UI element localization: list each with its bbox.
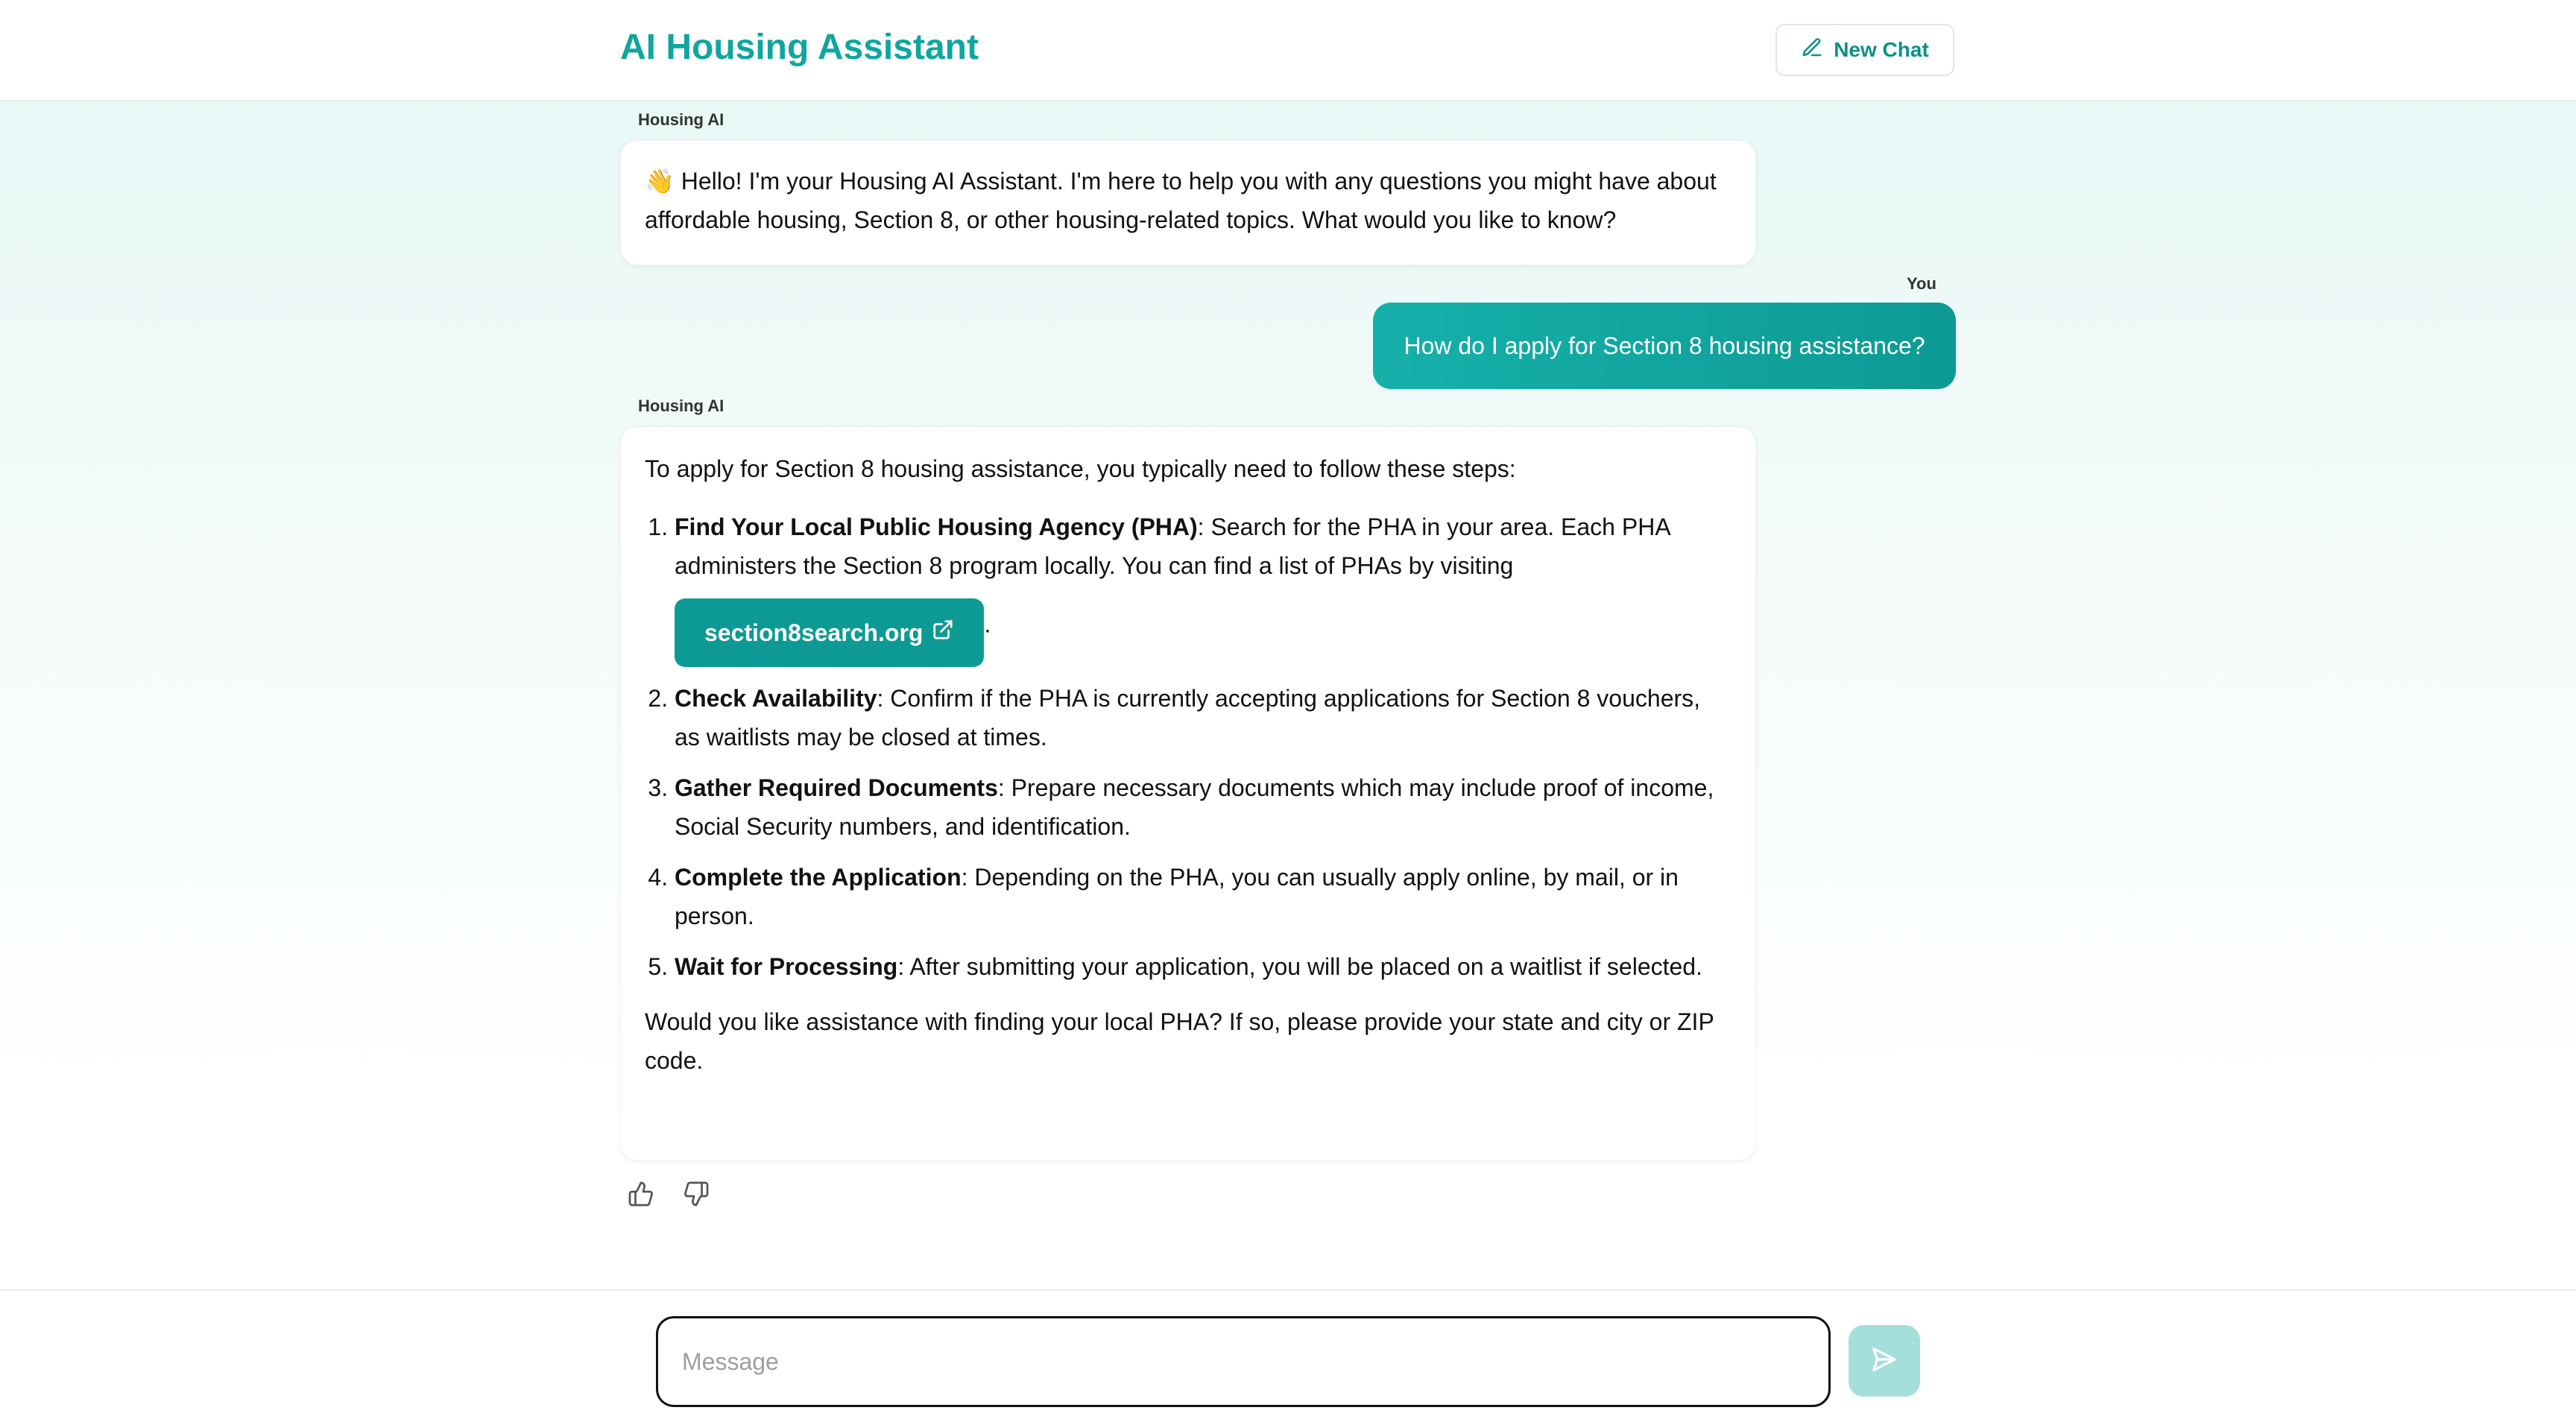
app-header — [0, 0, 2576, 101]
answer-intro: To apply for Section 8 housing assistance, you typically need to follow these steps: — [645, 455, 1516, 482]
sender-label-ai: Housing AI — [638, 396, 724, 415]
step-body: : After submitting your application, you will be placed on a waitlist if selected. — [897, 953, 1702, 980]
step-title: Wait for Processing — [675, 953, 898, 980]
step-title: Check Availability — [675, 685, 877, 712]
send-button[interactable] — [1849, 1325, 1920, 1397]
composer-bar — [0, 1289, 2576, 1419]
feedback-bar — [628, 1181, 710, 1207]
new-chat-button[interactable] — [1775, 24, 1954, 76]
step-suffix: . — [984, 610, 991, 638]
step-body: : Search for the PHA in your area. Each PHA administers the Section 8 program locally. You can find a list of PHAs by visiting — [675, 513, 1670, 579]
list-item — [675, 508, 1731, 667]
external-link-icon — [932, 613, 954, 652]
user-message: How do I apply for Section 8 housing assistance? — [1373, 303, 1956, 389]
thumbs-up-icon[interactable] — [628, 1181, 654, 1207]
link-label: section8search.org — [704, 619, 924, 646]
steps-list — [645, 508, 1731, 986]
step-body: : Confirm if the PHA is currently accepting applications for Section 8 vouchers, as waitlists may be closed at times. — [675, 685, 1701, 750]
ai-message-answer — [620, 426, 1756, 1161]
ai-message-greeting: 👋 Hello! I'm your Housing AI Assistant. I'm here to help you with any questions you might have about affordable housing, Section 8, or other housing-related topics. What would you like to know? — [620, 140, 1756, 265]
step-title: Complete the Application — [675, 864, 962, 891]
list-item — [675, 858, 1731, 935]
answer-closing: Would you like assistance with finding your local PHA? If so, please provide your state and city or ZIP code. — [645, 1008, 1714, 1074]
list-item — [675, 768, 1731, 846]
sender-label-ai: Housing AI — [638, 110, 724, 129]
message-input[interactable] — [656, 1316, 1831, 1407]
step-title: Find Your Local Public Housing Agency (PHA) — [675, 513, 1198, 540]
sender-label-user: You — [1907, 274, 1936, 293]
thumbs-down-icon[interactable] — [683, 1181, 710, 1207]
step-body: : Depending on the PHA, you can usually apply online, by mail, or in person. — [675, 864, 1679, 929]
pencil-icon — [1801, 37, 1823, 64]
step-body: : Prepare necessary documents which may include proof of income, Social Security numbers, and identification. — [675, 774, 1714, 840]
section8search-link[interactable] — [675, 598, 984, 667]
send-icon — [1870, 1345, 1898, 1377]
new-chat-label: New Chat — [1834, 38, 1929, 61]
step-title: Gather Required Documents — [675, 774, 998, 801]
app-title: AI Housing Assistant — [620, 28, 979, 67]
list-item — [675, 947, 1731, 986]
list-item — [675, 679, 1731, 756]
